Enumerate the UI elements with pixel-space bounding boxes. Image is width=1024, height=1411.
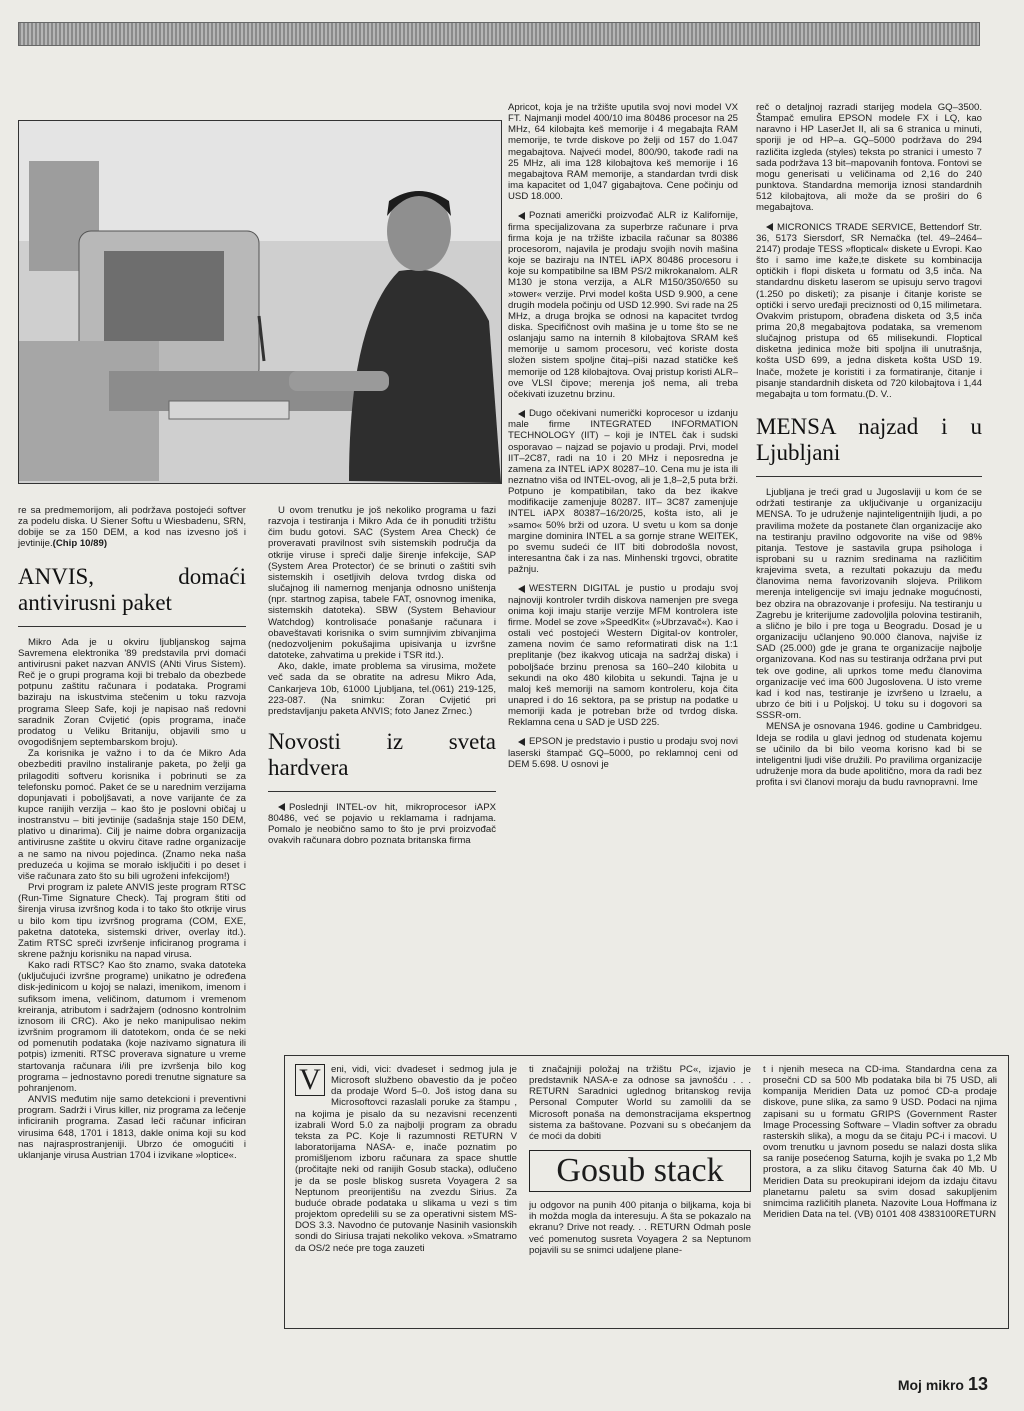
novosti-paragraph-6: EPSON je predstavio i pustio u prodaju svoj novi laserski štampač GQ–5000, po reklamnoj ceni od DEM 5.698. U osnovi je bbox=[508, 736, 738, 770]
box-text-2: ti značajniji položaj na tržištu PC«, izjavio je predstavnik NASA-e za odnose sa javnošću . . . RETURN Saradnici uglednog britanskog revija Personal Computer World su zamolili da se Microsoft ponaša na demonstracijama ekspertnog sistema za baštovane. Pozvani su s obećanjem da će moći da dobiti bbox=[529, 1064, 751, 1142]
column-2 bbox=[268, 505, 496, 1040]
mensa-paragraph-1: Ljubljana je treći grad u Jugoslaviji u kom će se održati testiranje za uključivanje u organizaciju MENSA. To je udruženje najinteligentnijih ljudi, a po pravilima možete da postanete član organizacije ako na testiranju pravilno odgovorite na više od 98% pitanja. Testove je sastavila grupa psihologa i isprobani su u raznim sredinama na različitim krajevima sveta, a rezultati pokazuju da među članovima nema favorizovanih slojeva. Prilikom merenja inteligencije svi imaju jednake mogućnosti, bez obzira na obrazovanje i profesiju. Na testiranju u Zagrebu je kriterijume zadovoljila polovina testiranih, a slično je bilo i pre toga u Beogradu. Dosad je u organizaciju učlanjeno 90.000 članova, najviše iz SAD (25.000) gde je grana te organizacije najbolje organizovana. Kod nas su testiranja održana prvi put tek ove godine, ali uprkos tome među članovima organizacije već ima 600 Jugoslovena. U isto vreme kad i kod nas, testiranje je izvršeno u Izraelu, a ubrzo će biti i u Poljskoj. U toku su i dogovori sa SSSR-om. bbox=[756, 487, 982, 722]
mensa-paragraph-2: MENSA je osnovana 1946. godine u Cambridgeu. Ideja se rodila u glavi jednog od studenata kojemu se učinilo da bi bilo veoma korisno kad bi se inteligentni ljudi više družili. Po pravilima organizacije udruženje mora da bude apolitično, mora da radi bez profita i svi članovi moraju da budu ravnopravni. Ime bbox=[756, 721, 982, 789]
gosub-stack-box bbox=[284, 1055, 1009, 1329]
anvis-paragraph-4: Kako radi RTSC? Kao što znamo, svaka datoteka (uključujući izvršne programe) unikatno je određena disk-jedinicom u kojoj se nalazi, imenikom, imenom i sufiksom imena, veličinom, datumom i vremenom kreiranja, atributom i sadržajem (odnosno kontrolnim iznosom ili CRC). Ako je neko manipulisao nekim izvršnim programom ili datotekom, onda će se neki od pomenutih podataka (koje nazivamo signatura ili potpis) izmeniti. RTSC proverava signature u vreme startovanja računara i/ili pre izvršenja bilo kog programa – jednostavno poredi trenutne signature sa pohranjenom. bbox=[18, 960, 246, 1094]
novosti-paragraph-7: reč o detaljnoj razradi starijeg modela GQ–3500. Štampač emulira EPSON modele FX i LQ, kao naravno i HP LaserJet II, ali sa 6 stranica u minuti, sporiji je od HP–a. GQ–5000 podržava do 294 različita izgleda (styles) teksta po stranici i umesto 7 sada podržava 13 bit–mapovanih fontova. Fontovi se mogu generisati u veličinama od 2,16 do 240 punktova. Standardna memorija iznosi standardnih 512 kilobajtova, ali može da se proširi do 6 megabajtova. bbox=[756, 102, 982, 214]
box-column-3 bbox=[763, 1064, 997, 1320]
box-text-3: ju odgovor na punih 400 pitanja o biljkama, koja bi ih možda mogla da interesuju. A šta se pokazalo na ekranu? Drive not ready. . . RETURN Odmah posle već pomenutog susreta Voyagera 2 sa Neptunom pojavili su se snimci udaljene plane- bbox=[529, 1200, 751, 1256]
article-photo bbox=[18, 120, 502, 484]
magazine-name: Moj mikro bbox=[897, 1377, 964, 1393]
top-decorative-band bbox=[18, 22, 980, 46]
triangle-bullet-icon bbox=[518, 585, 525, 593]
anvis-paragraph-7: Ako, dakle, imate problema sa virusima, možete več sada da se obratite na adresu Mikro Ada, Cankarjeva 10b, 61000 Ljubljana, tel.(061) 219-125, 223-087. (Na snimku: Zoran Cvijetić pri predstavljanju paketa ANVIS; foto Janez Zrnec.) bbox=[268, 661, 496, 717]
triangle-bullet-icon bbox=[518, 410, 525, 418]
anvis-paragraph-5: ANVIS međutim nije samo detekcioni i preventivni program. Sadrži i Virus killer, niz programa za lečenje inficiranih programa. Zasad leči računar inficiran virusima 648, 1701 i 1813, dakle onima koji su kod nas najrasprostranjeniji. Ubrzo će omogućiti i uklanjanje virusa Austrian 1704 i izvikane »loptice«. bbox=[18, 1094, 246, 1161]
novosti-heading: Novosti iz sveta hardvera bbox=[268, 728, 496, 780]
anvis-heading: ANVIS, domaći antivirusni paket bbox=[18, 563, 246, 615]
triangle-bullet-icon bbox=[518, 738, 525, 746]
heading-rule bbox=[756, 476, 982, 477]
box-column-1 bbox=[295, 1064, 517, 1320]
box-text-4: t i njenih meseca na CD-ima. Standardna cena za prosečni CD sa 500 Mb podataka bila bi 75 USD, ali kompanija Meridien Data uz pomoć CD-a prodaje diskove, pune slika, za samo 9 USD. Podaci na njima zapisani su u formatu GRIPS (Government Raster Image Processing Software – Vladin softver za obradu rasterskih slika), a mogu da se čitaju PC-i i macovi. U ovom trenutku u javnom posedu se nalazi dosta slika sa ranije posećenog Saturna, kojih je svaka po 1,2 Mb prostora, a za sliku čitavog Saturna čak 40 Mb. U Meridien Data su preokupirani idejom da izdaju čitavu planetarnu paletu sa svim dosad sakupljenim snimcima različitih planeta. Nazovite Loua Hoffmana iz Meridien Data na tel. (VB) 0101 408 4383100RETURN bbox=[763, 1064, 997, 1221]
page-number: 13 bbox=[967, 1374, 988, 1394]
photo-illustration bbox=[19, 121, 501, 483]
box-column-2 bbox=[529, 1064, 751, 1320]
column-4 bbox=[756, 102, 982, 1052]
column-1 bbox=[18, 505, 246, 1161]
novosti-paragraph-1: Poslednji INTEL-ov hit, mikroprocesor iAPX 80486, već se pojavio u reklamama i radnjama. Pomalo je neobično samo to što je prvi proizvođač ovakvih računara dobro poznata britanska firma bbox=[268, 801, 496, 847]
drop-cap: V bbox=[295, 1064, 325, 1096]
mensa-heading: MENSA najzad i u Ljubljani bbox=[756, 414, 982, 466]
triangle-bullet-icon bbox=[278, 803, 285, 811]
anvis-paragraph-3: Prvi program iz palete ANVIS jeste program RTSC (Run-Time Signature Check). Taj program štiti od širenja virusa izvršnog koda i to tako što otkrije virus u bilo kom tipu izvršnog programa (COM, EXE, paketna datoteka, sistemski driver, overlay itd.). Zatim RTSC spreči izvršenje inficiranog programa i skrene pažnju korisniku na napad virusa. bbox=[18, 882, 246, 960]
box-text-1: eni, vidi, vici: dvadeset i sedmog jula je Microsoft službeno obavestio da je počeo da prodaje Word 5–0. Još istog dana su Microsoftovci razaslali poruke za štampu , na kojima je pisalo da su nezavisni recenzenti izabrali Word 5.0 za najbolji program za obradu teksta za PC. Koje li razumnosti RETURN V laboratorijama NASA- e, inače poznatim po promišljenom izboru računara za space shuttle (pročitajte neki od ranijih Gosub stacka), odlučeno je da se posle bliskog susreta Voyagera 2 sa Neptunom preorijentišu na zvezdu Sirius. Za buduće obrade podataka u slikama u vezi s tim projektom opredelili su se za operativni sistem MS-DOS 3.3. Navodno će putovanje Nasinih vasionskih sondi do Siriusa trajati nekoliko vekova. »Smatramo da OS/2 neće pre toga zauzeti bbox=[295, 1064, 517, 1254]
gosub-stack-title: Gosub stack bbox=[529, 1150, 751, 1192]
anvis-paragraph-1: Mikro Ada je u okviru ljubljanskog sajma Savremena elektronika '89 predstavila prvi domaći antivirusni paket nazvan ANVIS (ANti Virus Sistem). Reč je o grupi programa koji bi trebalo da obezbede potpunu zaštitu računara i podataka. Programi baziraju na iskustvima stečenim u toku razvoja programa Sleep Safe, koji je napisao naš redovni saradnik Zoran Cvijetić (opis programa, inače prodatog u Veliku Britaniju, objavili smo u ovogodišnjem septembarskom broju). bbox=[18, 636, 246, 749]
triangle-bullet-icon bbox=[766, 223, 773, 231]
anvis-paragraph-2: Za korisnika je važno i to da će Mikro Ada obezbediti pravilno instaliranje paketa, po želji ga prilagoditi softveru korisnika i pobrinuti se za telefonsku pomoć. Paket će se u narednim verzijama dopunjavati i poboljšavati, a nove varijante će za kupce ranijih verzija – kao što je poslovni običaj u inostranstvu – biti jevtinije (sadašnja staje 150 DEM, plativo u dinarima). Cilj je naime dobra organizacija antivirusne zaštite u okviru čitave radne organizacije a ne samo na nivou pojedinca. (Znamo neka naša preduzeća u kojima se morało isključiti i po deset i više računara zato što su bili ugroženi infekcijom!) bbox=[18, 748, 246, 882]
novosti-paragraph-5: WESTERN DIGITAL je pustio u prodaju svoj najnoviji kontroler tvrdih diskova namenjen pre svega onima koji imaju starije verzije MFM kontrolera iste firme. Model se zove »SpeedKit« (»Ubrzavač«). Kao i ostali već postojeći Western Digital-ov kontroler, zamena novim će samo reformatirati disk na 1:1 preplitanje (bez ikakvog uticaja na sadržaj diska) i poboljšaće brzinu prenosa sa 160–240 kilobita u sekundi na oko 480 kilobita u sekundi. Tajna je u maloj keš memoriji na samom kontroleru, koja čita unapred i do 16 sektora, pa se pristup na podatke u memoriji kada je potreban brže od tvrdog diska. Reklamna cena u SAD je USD 225. bbox=[508, 583, 738, 729]
intro-text: re sa predmemorijom, ali podržava postojeći softver za podelu diska. U Siener Softu u Wiesbadenu, SRN, dobije se za 150 DEM, a kod nas izvesno još i jevtinije. bbox=[18, 505, 246, 550]
column-3 bbox=[508, 102, 738, 1052]
page-footer bbox=[898, 1374, 988, 1395]
anvis-paragraph-6: U ovom trenutku je još nekoliko programa u fazi razvoja i testiranja i Mikro Ada će ih ponuditi tržištu čim budu gotovi. SAC (System Area Check) će proveravati pravilnost svih sistemskih područja da otkrije viruse i spreči dalje širenje infekcije, SAP (System Area Protector) će se brinuti o zaštiti svih sistemskih i osetljivih delova tvrdog diska od slučajnog ili namernog menjanja odnosno uništenja (npr. startnog zapisa, tabele FAT, osnovnog imenika, sistemskih datoteka). SBW (System Behaviour Watchdog) kontrolisaće ponašanje računara i obaveštavati korisnika o svim sumnjivim zbivanjima (nedozvoljenim pokušajima upisivanja u izvršne datoteke, zahvatima u prekide i TSR itd.). bbox=[268, 505, 496, 662]
novosti-paragraph-2: Apricot, koja je na tržište uputila svoj novi model VX FT. Najmanji model 400/10 ima 80486 procesor na 25 MHz, 64 kilobajta keš memorije i 4 megabajta RAM memorije, te tvrde diskove po želji od 157 do 1.047 megabajtova. Najveći model, 800/90, takođe radi na 25 MHz, ali ima 128 kilobajtova keš memorije i 16 megabajtova RAM memorije, a standardan tvrdi disk ima kapacitet od 1,047 gigabajtova. Cene počinju od USD 18.000. bbox=[508, 102, 738, 203]
intro-source: (Chip 10/89) bbox=[52, 538, 108, 550]
triangle-bullet-icon bbox=[518, 212, 525, 220]
heading-rule bbox=[18, 626, 246, 627]
novosti-paragraph-4: Dugo očekivani numerički koprocesor u izdanju male firme INTEGRATED INFORMATION TECHNOLOGY (IIT) – koji je INTEL čak i sudski osporavao – najzad se pojavio u prodaji. Prvi, model IIT–2C87, radi na 10 i 20 MHz i neposredna je zamena za INTEL iAPX 80287–10. Cena mu je ista ili neznatno viša od INTEL-ovog, ali je 1,8–2,5 puta brži. Potpuno je kompatibilan, tako da bez ikakve modifikacije zamenjuje 80287. IIT– 3C87 zamenjuje INTEL iAPX 80387–16/20/25, košta isto, ali je »samo« 50% brži od uzora. U svetu u kom sa donje margine dominira INTEL a sa gornje strane WEITEK, po svemu sudeći će IIT biti dobrodošla novost, interesantna čak i za nas. Minhenski trgovci, obratite pažnju. bbox=[508, 408, 738, 576]
novosti-paragraph-3: Poznati američki proizvođač ALR iz Kalifornije, firma specijalizovana za superbrze računare i prva firma koja je na tržište izbacila računar sa 80386 procesorom, najavila je prodaju svojih novih mašina koje se baziraju na INTEL iAPX 80486 procesoru i koje su kompatibilne sa IBM PS/2 mikrokanalom. ALR M130 je stona verzija, a ALR M150/350/650 su »tower« verzije. Prvi model košta USD 9.900, a cene drugih modela počinju od USD 12.990. Svi rade na 25 MHz, a druga brojka se odnosi na kapacitet tvrdog diska. Specifičnost ovih mašina je u tome što se ne oslanjaju samo na internih 8 kilobajtova SRAM keš memorije u samom procesoru, već koriste dosta složen sistem spoljne čitaj–piši nazad statičke keš memorije od 128 kilobajtova. Ovaj pristup koristi ALR–ove VLSI čipove; merenja još nema, ali treba očekivati izuzetnu brzinu. bbox=[508, 210, 738, 400]
novosti-paragraph-8: MICRONICS TRADE SERVICE, Bettendorf Str. 36, 5173 Siersdorf, SR Nemačka (tel. 49–2464–2147) prodaje TESS »floptical« diskete u Evropi. Kao što i samo ime kaže,te diskete su kombinacija optičkih i flopi disketa u formatu od 3,5 inča. Na standardnu disketu laserom se upisuju servo tragovi (1.250 po disketi); za pisanje i čitanje koriste se optički i servo uređaji preciznosti od 0,15 milimetara. Ovakvim pristupom, obrađena disketa od 3,5 inča prima 20,8 megabajtova podataka, sa vremenom slučajnog pristupa od 65 milisekundi. Floptical disketna jedinica može biti spoljna ili unutrašnja, košta USD 699, a jedna disketa košta USD 19. Inače, možete je koristiti i za formatiranje, čitanje i pisanje standardnih disketa od 720 kilobajtova i 1,44 megabajta u tom formatu.(D. V.. bbox=[756, 221, 982, 400]
heading-rule bbox=[268, 791, 496, 792]
